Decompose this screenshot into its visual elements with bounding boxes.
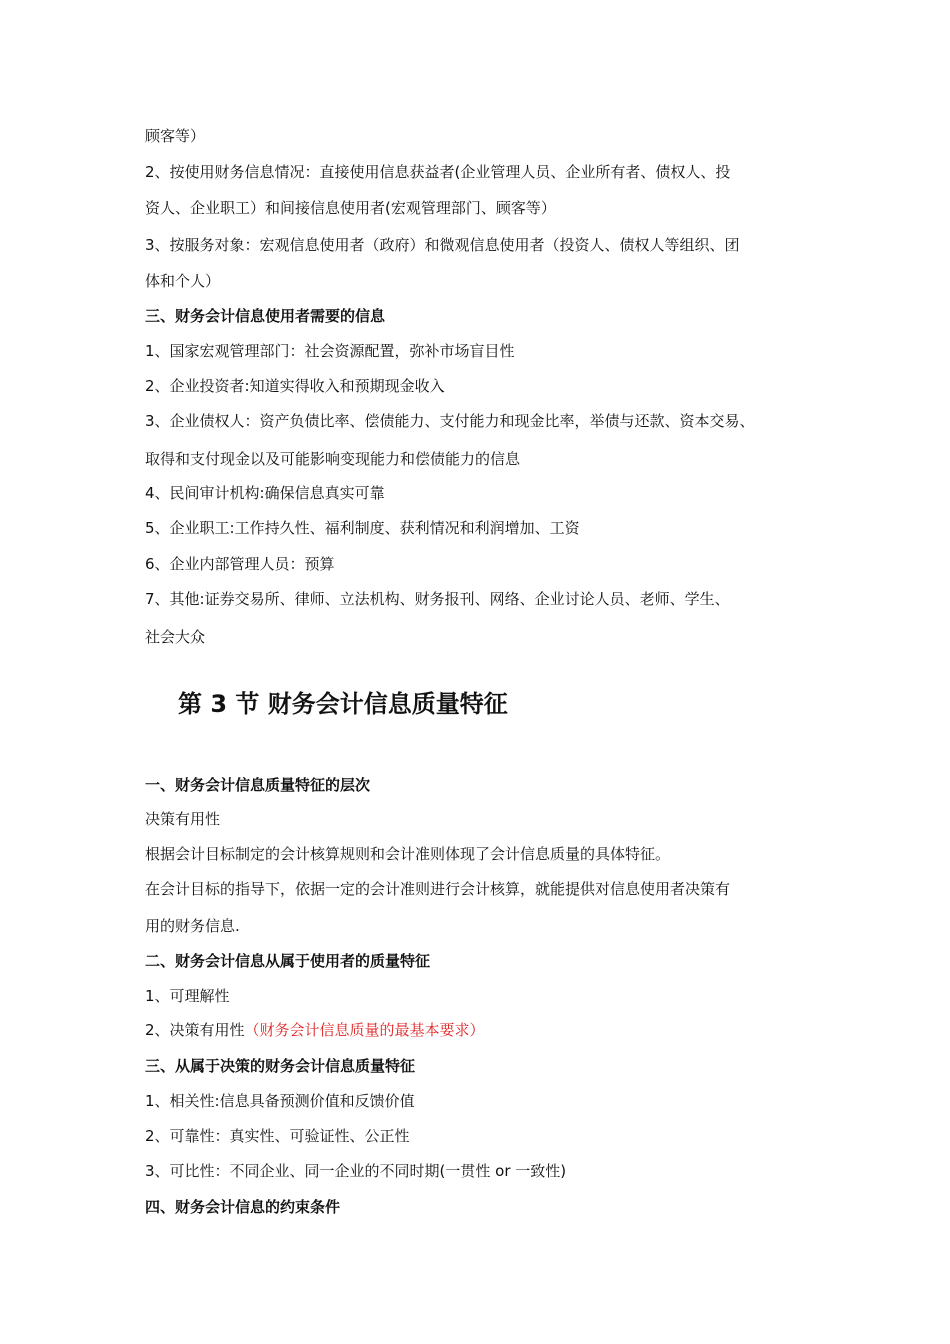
list-item: 6、企业内部管理人员：预算 <box>145 555 335 573</box>
chapter-title: 第 3 节 财务会计信息质量特征 <box>178 690 508 718</box>
section-heading: 三、从属于决策的财务会计信息质量特征 <box>145 1057 416 1075</box>
list-item: 3、可比性：不同企业、同一企业的不同时期(一贯性 or 一致性) <box>145 1162 567 1180</box>
list-item: 5、企业职工:工作持久性、福利制度、获利情况和利润增加、工资 <box>145 519 580 537</box>
text-line: 3、按服务对象：宏观信息使用者（政府）和微观信息使用者（投资人、债权人等组织、团 <box>145 236 740 254</box>
list-item: 社会大众 <box>145 628 206 646</box>
highlight-note: （财务会计信息质量的最基本要求） <box>244 1021 485 1039</box>
list-item: 2、可靠性：真实性、可验证性、公正性 <box>145 1127 410 1145</box>
text-line: 体和个人） <box>145 272 221 290</box>
list-item: 1、国家宏观管理部门：社会资源配置，弥补市场盲目性 <box>145 342 515 360</box>
list-item: 1、相关性:信息具备预测价值和反馈价值 <box>145 1092 415 1110</box>
list-item: 取得和支付现金以及可能影响变现能力和偿债能力的信息 <box>145 450 521 468</box>
section-heading: 三、财务会计信息使用者需要的信息 <box>145 307 386 325</box>
section-heading: 二、财务会计信息从属于使用者的质量特征 <box>145 952 431 970</box>
list-item: 3、企业债权人：资产负债比率、偿债能力、支付能力和现金比率，举债与还款、资本交易、 <box>145 412 755 430</box>
list-item: 4、民间审计机构:确保信息真实可靠 <box>145 484 385 502</box>
text-line: 在会计目标的指导下，依据一定的会计准则进行会计核算，就能提供对信息使用者决策有 <box>145 880 731 898</box>
section-heading: 一、财务会计信息质量特征的层次 <box>145 776 371 794</box>
list-item-text: 2、决策有用性 <box>145 1021 245 1039</box>
list-item: 1、可理解性 <box>145 987 230 1005</box>
text-line: 决策有用性 <box>145 810 221 828</box>
text-line: 用的财务信息. <box>145 917 240 935</box>
text-line: 资人、企业职工）和间接信息使用者(宏观管理部门、顾客等） <box>145 199 556 217</box>
text-line: 顾客等） <box>145 127 206 145</box>
text-line: 根据会计目标制定的会计核算规则和会计准则体现了会计信息质量的具体特征。 <box>145 845 671 863</box>
list-item <box>145 1020 485 1040</box>
section-heading: 四、财务会计信息的约束条件 <box>145 1198 341 1216</box>
text-line: 2、按使用财务信息情况：直接使用信息获益者(企业管理人员、企业所有者、债权人、投 <box>145 163 731 181</box>
list-item: 2、企业投资者:知道实得收入和预期现金收入 <box>145 377 445 395</box>
list-item: 7、其他:证券交易所、律师、立法机构、财务报刊、网络、企业讨论人员、老师、学生、 <box>145 590 730 608</box>
